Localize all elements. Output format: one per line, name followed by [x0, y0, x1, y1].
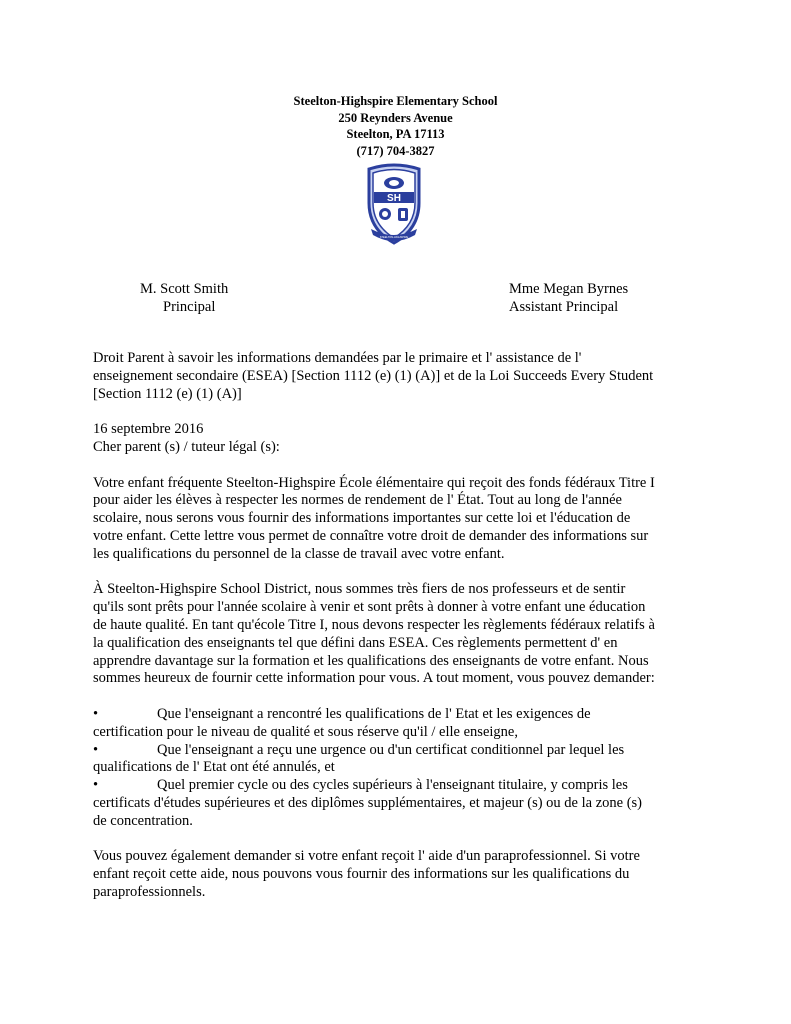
school-name: Steelton-Highspire Elementary School: [293, 94, 498, 108]
bullet-marker: •: [93, 777, 99, 794]
bullet-item: [93, 742, 713, 760]
school-crest-logo: [363, 163, 425, 247]
bullet-marker: •: [93, 705, 99, 722]
bullet-text: Que l'enseignant a rencontré les qualifications de l' Etat et les exigences de: [157, 705, 591, 722]
paragraph-line: Vous pouvez également demander si votre enfant reçoit l' aide d'un paraprofessionnel. Si votre: [93, 848, 640, 865]
principal-title: Principal: [163, 299, 216, 315]
assistant-principal-name: Mme Megan Byrnes: [509, 281, 629, 297]
paragraph-line: Votre enfant fréquente Steelton-Highspire École élémentaire qui reçoit des fonds fédéraux Titre I: [93, 474, 655, 491]
paragraph-line: les qualifications du personnel de la classe de travail avec votre enfant.: [93, 545, 505, 562]
subject-line: Droit Parent à savoir les informations demandées par le primaire et l' assistance de l': [93, 350, 582, 366]
bullet-text: Que l'enseignant a reçu une urgence ou d'un certificat conditionnel par lequel les: [157, 741, 625, 758]
letter-date: 16 septembre 2016: [93, 421, 204, 438]
crest-initials: SH: [387, 193, 401, 204]
letterhead: [0, 93, 791, 159]
bullet-text-continued: certificats d'études supérieures et des diplômes supplémentaires, et majeur (s) ou de la zone (s): [93, 794, 642, 811]
school-address: 250 Reynders Avenue: [338, 110, 453, 125]
paragraph-line: pour aider les élèves à respecter les normes de rendement de l' État. Tout au long de l'année: [93, 492, 622, 509]
subject-line: enseignement secondaire (ESEA) [Section 1112 (e) (1) (A)] et de la Loi Succeeds Every Student: [93, 367, 654, 384]
school-phone: (717) 704-3827: [356, 143, 435, 158]
paragraph-line: qu'ils sont prêts pour l'année scolaire à venir et sont prêts à donner à votre enfant une éducation: [93, 599, 646, 616]
bullet-item: [93, 706, 713, 724]
school-city: Steelton, PA 17113: [346, 127, 445, 141]
bullet-marker: •: [93, 741, 99, 758]
paragraph-line: paraprofessionnels.: [93, 883, 206, 900]
paragraph-line: enfant reçoit cette aide, nous pouvons vous fournir des informations sur les qualifications du: [93, 866, 630, 883]
paragraph-line: À Steelton-Highspire School District, nous sommes très fiers de nos professeurs et de sentir: [93, 581, 626, 598]
assistant-principal-title: Assistant Principal: [509, 299, 619, 315]
principal-block: [140, 280, 228, 316]
paragraph-line: de haute qualité. En tant qu'école Titre I, nous devons respecter les règlements fédéraux relatifs à: [93, 616, 655, 633]
bullet-text-continued: certification pour le niveau de qualité et sous réserve qu'il / elle enseigne,: [93, 723, 518, 740]
bullet-text-continued: qualifications de l' Etat ont été annulés, et: [93, 759, 335, 776]
paragraph-line: la qualification des enseignants tel que défini dans ESEA. Ces règlements permettent d' en: [93, 634, 618, 651]
paragraph-line: sommes heureux de fournir cette information pour vous. A tout moment, vous pouvez demander:: [93, 670, 655, 687]
crest-ribbon-text: STEELTON-HIGHSPIRE: [379, 236, 409, 239]
salutation: Cher parent (s) / tuteur légal (s):: [93, 438, 280, 455]
letter-body: [93, 350, 713, 902]
bullet-text-continued: de concentration.: [93, 812, 193, 829]
paragraph-line: apprendre davantage sur la formation et les qualifications des enseignants de votre enfant. Nous: [93, 652, 649, 669]
principal-name: M. Scott Smith: [140, 281, 229, 297]
paragraph-line: scolaire, nous serons vous fournir des informations importantes sur cette loi et l'éducation de: [93, 510, 631, 527]
bullet-text: Quel premier cycle ou des cycles supérieurs à l'enseignant titulaire, y compris les: [157, 777, 628, 794]
subject-line: [Section 1112 (e) (1) (A)]: [93, 385, 242, 402]
assistant-principal-block: [509, 280, 628, 316]
paragraph-line: votre enfant. Cette lettre vous permet de connaître votre droit de demander des informations sur: [93, 527, 649, 544]
bullet-item: [93, 777, 713, 795]
